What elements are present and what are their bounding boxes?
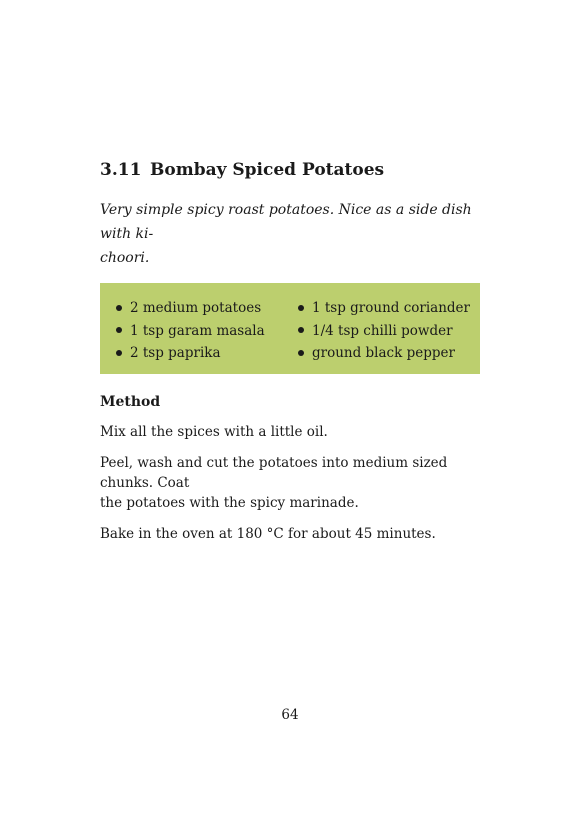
bullet-icon bbox=[116, 350, 122, 356]
bullet-icon bbox=[298, 305, 304, 311]
method-step-line: the potatoes with the spicy marinade. bbox=[100, 495, 359, 511]
bullet-icon bbox=[116, 327, 122, 333]
section-heading bbox=[100, 160, 384, 180]
ingredients-box bbox=[100, 283, 480, 374]
ingredient-text: 2 tsp paprika bbox=[130, 345, 221, 361]
ingredient-item bbox=[116, 297, 265, 320]
ingredient-item bbox=[298, 342, 470, 365]
section-title: Bombay Spiced Potatoes bbox=[150, 160, 385, 180]
method-step bbox=[100, 453, 482, 513]
method-step bbox=[100, 524, 482, 544]
method-step-line: Mix all the spices with a little oil. bbox=[100, 424, 328, 440]
ingredient-item bbox=[116, 342, 265, 365]
bullet-icon bbox=[298, 350, 304, 356]
ingredients-left-column bbox=[116, 297, 265, 365]
intro-line-2: choori. bbox=[100, 250, 150, 266]
ingredient-text: ground black pepper bbox=[312, 345, 455, 361]
ingredient-text: 1/4 tsp chilli powder bbox=[312, 322, 453, 339]
section-number: 3.11 bbox=[100, 160, 142, 180]
method-step-line: Peel, wash and cut the potatoes into medium sized chunks. Coat bbox=[100, 455, 448, 491]
method-heading: Method bbox=[100, 394, 161, 410]
method-steps bbox=[100, 422, 482, 555]
ingredient-text: 1 tsp ground coriander bbox=[312, 300, 470, 316]
ingredient-text: 2 medium potatoes bbox=[130, 300, 262, 316]
recipe-intro bbox=[100, 198, 480, 270]
method-step-line: Bake in the oven at 180 °C for about 45 minutes. bbox=[100, 526, 436, 542]
bullet-icon bbox=[116, 305, 122, 311]
ingredients-right-column bbox=[298, 297, 470, 365]
ingredient-item bbox=[298, 297, 470, 320]
ingredient-item bbox=[298, 320, 470, 343]
method-step bbox=[100, 422, 482, 442]
ingredient-item bbox=[116, 320, 265, 343]
ingredient-text: 1 tsp garam masala bbox=[130, 322, 265, 339]
page-number: 64 bbox=[281, 707, 299, 723]
bullet-icon bbox=[298, 327, 304, 333]
intro-line-1: Very simple spicy roast potatoes. Nice as a side dish with ki- bbox=[100, 202, 472, 242]
